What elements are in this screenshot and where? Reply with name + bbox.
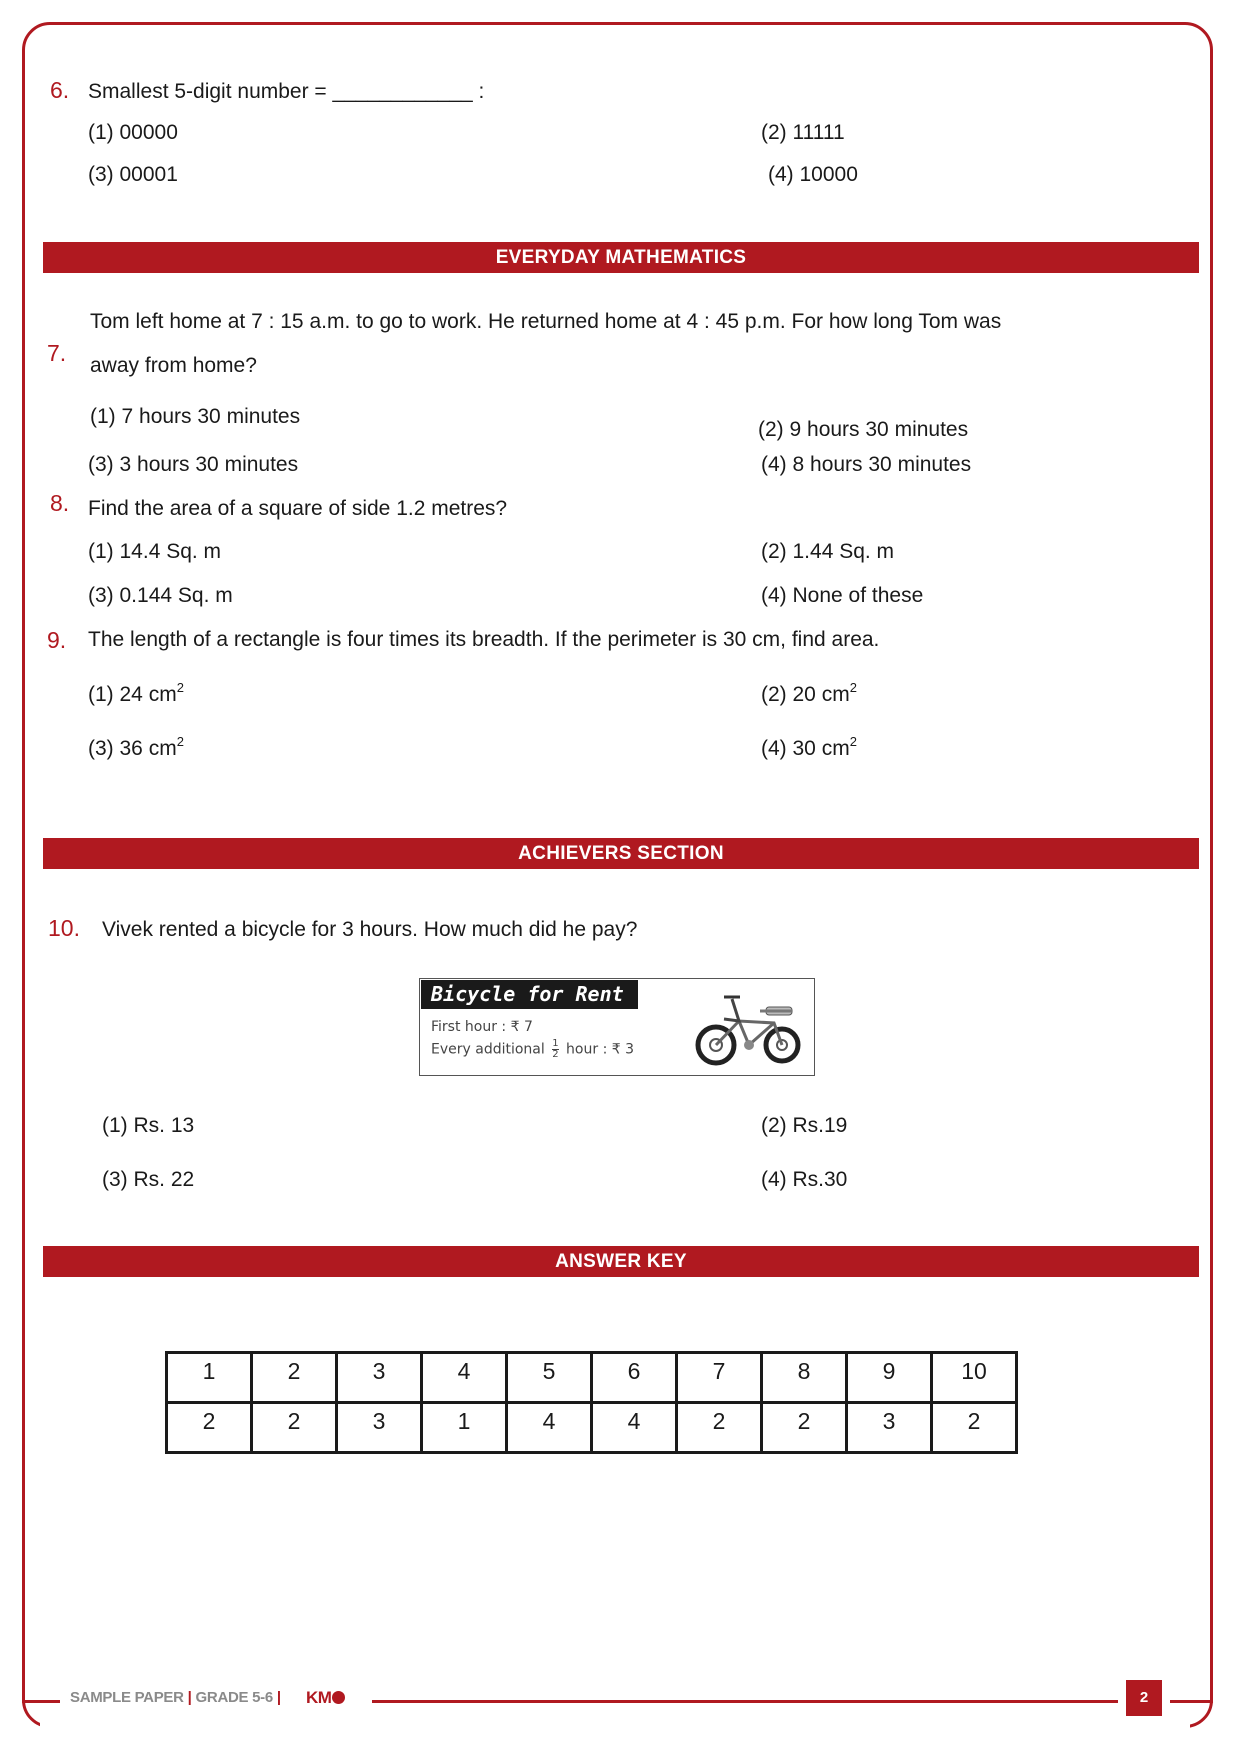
table-cell: 8 [762, 1353, 847, 1403]
option: (4) 10000 [768, 163, 858, 186]
option: (2) 20 $cm^2$ [761, 680, 857, 706]
table-cell: 4 [422, 1353, 507, 1403]
table-cell: 3 [337, 1403, 422, 1453]
table-cell: 2 [932, 1403, 1017, 1453]
option: (4) 30 $cm^2$ [761, 734, 857, 760]
answer-key-table [165, 1351, 1018, 1454]
table-cell: 4 [592, 1403, 677, 1453]
question-text: Vivek rented a bicycle for 3 hours. How much did he pay? [102, 918, 638, 941]
table-cell: 1 [422, 1403, 507, 1453]
table-cell: 4 [507, 1403, 592, 1453]
page-border [22, 22, 1213, 1728]
option: (2) 11111 [761, 121, 845, 144]
table-cell: 1 [167, 1353, 252, 1403]
footer-grade: GRADE 5-6 [195, 1689, 273, 1706]
question-text: Tom left home at 7 : 15 a.m. to go to work. He returned home at 4 : 45 p.m. For how long Tom was [90, 310, 1002, 333]
question-number: 10. [48, 915, 80, 941]
option: (4) Rs.30 [761, 1168, 848, 1191]
question-number: 7. [47, 340, 67, 366]
rent-card-title: Bicycle for Rent [421, 980, 638, 1009]
footer-rule-left [22, 1700, 60, 1703]
section-banner-answer-key: ANSWER KEY [43, 1246, 1199, 1277]
question-text: Smallest 5-digit number = ____________ : [88, 80, 485, 103]
rent-first-hour: First hour : ₹ 7 [431, 1019, 533, 1035]
option: (3) 00001 [88, 163, 178, 186]
table-cell: 2 [677, 1403, 762, 1453]
section-banner-everyday: EVERYDAY MATHEMATICS [43, 242, 1199, 273]
footer-rule-right [1170, 1700, 1213, 1703]
footer-label: SAMPLE PAPER | GRADE 5-6 | [70, 1689, 281, 1706]
option: (3) 3 hours 30 minutes [88, 453, 299, 476]
option: (2) 9 hours 30 minutes [758, 418, 969, 441]
table-cell: 5 [507, 1353, 592, 1403]
section-banner-achievers: ACHIEVERS SECTION [43, 838, 1199, 869]
table-cell: 3 [337, 1353, 422, 1403]
footer-rule-middle [372, 1700, 1118, 1703]
rent-additional: Every additional $\frac{1}{2}$ hour : ₹ 3 [431, 1038, 634, 1060]
option: (2) Rs.19 [761, 1114, 848, 1137]
table-cell: 2 [762, 1403, 847, 1453]
option: (3) 0.144 Sq. m [88, 584, 233, 607]
question-number: 9. [47, 627, 67, 653]
table-cell: 2 [252, 1403, 337, 1453]
answer-key-answers-row [167, 1403, 1017, 1453]
answer-key-questions-row [167, 1353, 1017, 1403]
footer-sample: SAMPLE PAPER [70, 1689, 184, 1706]
table-cell: 9 [847, 1353, 932, 1403]
question-text-cont: away from home? [90, 354, 257, 377]
option: (3) 36 $cm^2$ [88, 734, 184, 760]
table-cell: 6 [592, 1353, 677, 1403]
question-text: The length of a rectangle is four times its breadth. If the perimeter is 30 cm, find area. [88, 628, 880, 651]
table-cell: 3 [847, 1403, 932, 1453]
bicycle-rent-card [419, 978, 815, 1076]
table-cell: 2 [167, 1403, 252, 1453]
option: (3) Rs. 22 [102, 1168, 195, 1191]
table-cell: 7 [677, 1353, 762, 1403]
question-number: 6. [50, 77, 70, 103]
question-text: Find the area of a square of side 1.2 metres? [88, 497, 508, 520]
bicycle-icon [694, 983, 806, 1071]
option: (1) Rs. 13 [102, 1114, 195, 1137]
question-number: 8. [50, 490, 70, 516]
option: (4) None of these [761, 584, 924, 607]
option: (1) 14.4 Sq. m [88, 540, 222, 563]
option: (4) 8 hours 30 minutes [761, 453, 972, 476]
table-cell: 10 [932, 1353, 1017, 1403]
half-fraction: $\frac{1}{2}$ [552, 1038, 559, 1060]
page-number: 2 [1126, 1680, 1162, 1716]
table-cell: 2 [252, 1353, 337, 1403]
option: (1) 00000 [88, 121, 178, 144]
option: (1) 7 hours 30 minutes [90, 405, 301, 428]
option: (1) 24 $cm^2$ [88, 680, 184, 706]
option: (2) 1.44 Sq. m [761, 540, 895, 563]
kmo-logo: KM [306, 1688, 345, 1708]
